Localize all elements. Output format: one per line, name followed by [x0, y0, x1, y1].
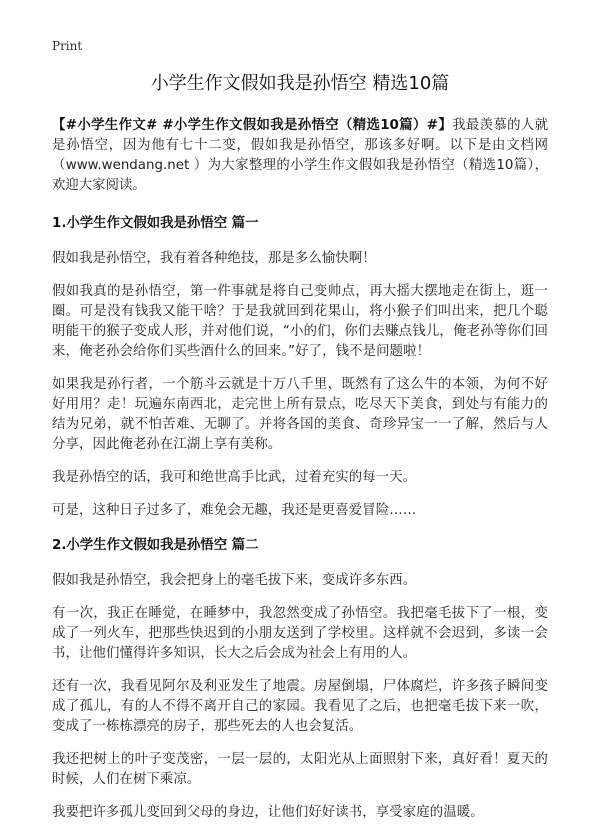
paragraph: 假如我是孙悟空，我有着各种绝技，那是多么愉快啊！ [52, 251, 376, 266]
paragraph: 假如我真的是孙悟空，第一件事就是将自己变帅点，再大摇大摆地走在街上，逛一圈。可是没有钱我又能干啥？于是我就回到花果山，将小猴子们叫出来，把几个聪明能干的猴子变成人形，并对他们说，“小的们，你们去赚点钱儿，俺老孙等你们回来，俺老孙会给你们买些酒什么的回来。”好了，钱不是问题啦！ [52, 284, 548, 359]
intro-tag-text: 【#小学生作文# #小学生作文假如我是孙悟空（精选10篇）#】 [52, 118, 453, 133]
paragraph: 我是孙悟空的话，我可和绝世高手比武，过着充实的每一天。 [52, 470, 417, 485]
section-heading-1: 1.小学生作文假如我是孙悟空 篇一 [52, 216, 259, 231]
paragraph: 还有一次，我看见阿尔及利亚发生了地震。房屋倒塌，尸体腐烂，许多孩子瞬间变成了孤儿，有的人不得不离开自己的家园。我看见了之后，也把毫毛拔下来一吹，变成了一栋栋漂亮的房子，那些死去的人也会复活。 [52, 679, 548, 734]
paragraph: 可是，这种日子过多了，难免会无趣，我还是更喜爱冒险…… [52, 503, 417, 518]
paragraph: 假如我是孙悟空，我会把身上的毫毛拔下来，变成许多东西。 [52, 573, 417, 588]
document-title: 小学生作文假如我是孙悟空 精选10篇 [150, 73, 450, 94]
paragraph: 有一次，我正在睡觉，在睡梦中，我忽然变成了孙悟空。我把毫毛拔下了一根，变成了一列火车，把那些快迟到的小朋友送到了学校里。这样就不会迟到，多读一会书，让他们懂得许多知识，长大之后会成为社会上有用的人。 [52, 606, 548, 661]
print-label: Print [52, 39, 83, 53]
paragraph: 我还把树上的叶子变茂密，一层一层的，太阳光从上面照射下来，真好看！夏天的时候，人们在树下乘凉。 [52, 752, 548, 787]
intro-body-text: 我最羡慕的人就是孙悟空，因为他有七十二变，假如我是孙悟空，那该多好啊。以下是由文档网（www.wendang.net ）为大家整理的小学生作文假如我是孙悟空（精选10篇），欢迎大家阅读。 [52, 118, 548, 193]
section-heading-2: 2.小学生作文假如我是孙悟空 篇二 [52, 538, 259, 553]
paragraph: 如果我是孙行者，一个筋斗云就是十万八千里，既然有了这么牛的本领，为何不好好用用？走！玩遍东南西北，走完世上所有景点，吃尽天下美食，到处与有能力的结为兄弟，就不怕苦难、无聊了。并将各国的美食、奇珍异宝一一了解，然后与人分享，因此俺老孙在江湖上享有美称。 [52, 377, 548, 452]
intro-paragraph [52, 116, 548, 196]
paragraph: 我要把许多孤儿变回到父母的身边，让他们好好读书，享受家庭的温暖。 [52, 805, 484, 820]
